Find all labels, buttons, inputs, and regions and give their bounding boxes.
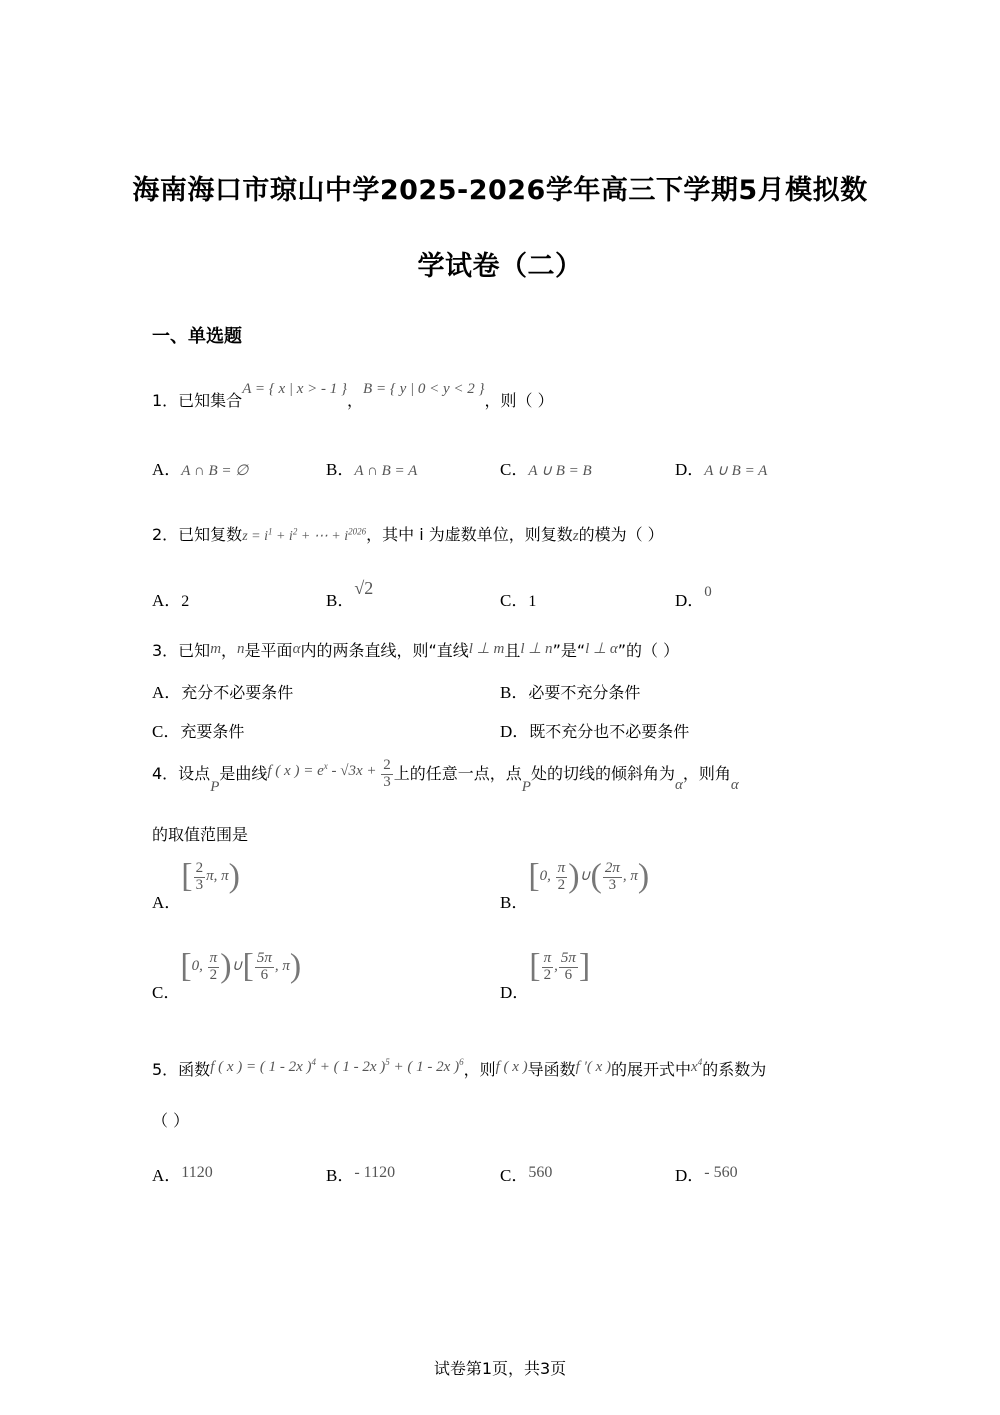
q5-option-b[interactable]: B．- 1120 [326, 1164, 396, 1185]
q5-option-a[interactable]: A．1120 [152, 1164, 213, 1185]
q2-option-d[interactable]: D．0 [675, 584, 712, 610]
exam-title-line1: 海南海口市琼山中学2025-2026学年高三下学期5月模拟数 [132, 175, 868, 206]
q2-option-b[interactable]: B．√2 [326, 578, 374, 610]
question-1: 1．已知集合A = { x | x > - 1 }，B = { y | 0 < y < 2 }，则（ ） [152, 381, 554, 410]
question-5-line2: （ ） [152, 1111, 190, 1130]
curve-expr: f ( x ) = $e^x - √3x$ + [267, 760, 381, 779]
q3-option-c[interactable]: C．充要条件 [152, 722, 245, 741]
q2-option-c[interactable]: C．1 [500, 591, 537, 610]
q2-option-a[interactable]: A．2 [152, 591, 190, 610]
q1-option-b[interactable]: B．A ∩ B = A [326, 460, 418, 479]
q3-option-b[interactable]: B．必要不充分条件 [500, 683, 641, 702]
interval-d: [ $\frac{\pi}{2}$ , $\frac{5\pi}{6}$ ] [529, 948, 591, 985]
question-3: 3．已知m，n是平面α内的两条直线，则“直线l ⊥ m且l ⊥ n”是“l ⊥ α”的（ ） [152, 641, 680, 660]
exam-title-line2: 学试卷（二） [417, 251, 583, 282]
q5-option-c[interactable]: C．560 [500, 1164, 553, 1185]
function-expr: f ( x ) = ( 1 - 2x )$^4$ + ( 1 - 2x )$^5$ + ( 1 - 2x )$^6$ [210, 1057, 464, 1075]
q3-option-a[interactable]: A．充分不必要条件 [152, 683, 294, 702]
q1-option-d[interactable]: D．A ∪ B = A [675, 460, 768, 479]
q1-option-c[interactable]: C．A ∪ B = B [500, 460, 592, 479]
interval-b: [0, $\frac{\pi}{2}$ )∪( $\frac{2\pi}{3}$ , π) [528, 858, 650, 895]
question-4-line2: 的取值范围是 [152, 825, 249, 844]
q4-option-a[interactable]: A．[ $\frac{2}{3}$ π, π) [152, 858, 240, 913]
section-single-choice: 一、单选题 [152, 326, 242, 347]
q4-option-d[interactable]: D．[ $\frac{\pi}{2}$ , $\frac{5\pi}{6}$ ] [500, 948, 591, 1003]
question-4: 4．设点P是曲线f ( x ) = $e^x - √3x$ + $\frac{2}{3}$ 上的任意一点，点P处的切线的倾斜角为α，则角α [152, 757, 739, 795]
interval-a: [ $\frac{2}{3}$ π, π) [181, 858, 240, 895]
interval-c: [0, $\frac{\pi}{2}$ )∪[ $\frac{5\pi}{6}$ , π) [180, 948, 302, 985]
set-a-expr: A = { x | x > - 1 } [242, 381, 348, 397]
q5-option-d[interactable]: D．- 560 [675, 1164, 738, 1185]
question-2: 2．已知复数$z = i^1 + i^2$ + ⋯ + $i^{2026}$，其中 i 为虚数单位，则复数z的模为（ ） [152, 525, 664, 544]
complex-z-expr: $z = i^1 + i^2$ + ⋯ + $i^{2026}$ [242, 526, 367, 544]
question-5: 5．函数f ( x ) = ( 1 - 2x )$^4$ + ( 1 - 2x )$^5$ + ( 1 - 2x )$^6$，则f ( x )导函数f ′( x )的展开式中$x^4$的系数为 [152, 1057, 767, 1079]
q4-option-c[interactable]: C．[0, $\frac{\pi}{2}$ )∪[ $\frac{5\pi}{6}$ , π) [152, 948, 302, 1003]
q3-option-d[interactable]: D．既不充分也不必要条件 [500, 722, 690, 741]
set-b-expr: B = { y | 0 < y < 2 } [363, 381, 485, 397]
q1-option-a[interactable]: A．A ∩ B = ∅ [152, 460, 249, 479]
q4-option-b[interactable]: B．[0, $\frac{\pi}{2}$ )∪( $\frac{2\pi}{3}$ , π) [500, 858, 650, 913]
page-footer: 试卷第1页，共3页 [433, 1359, 567, 1378]
